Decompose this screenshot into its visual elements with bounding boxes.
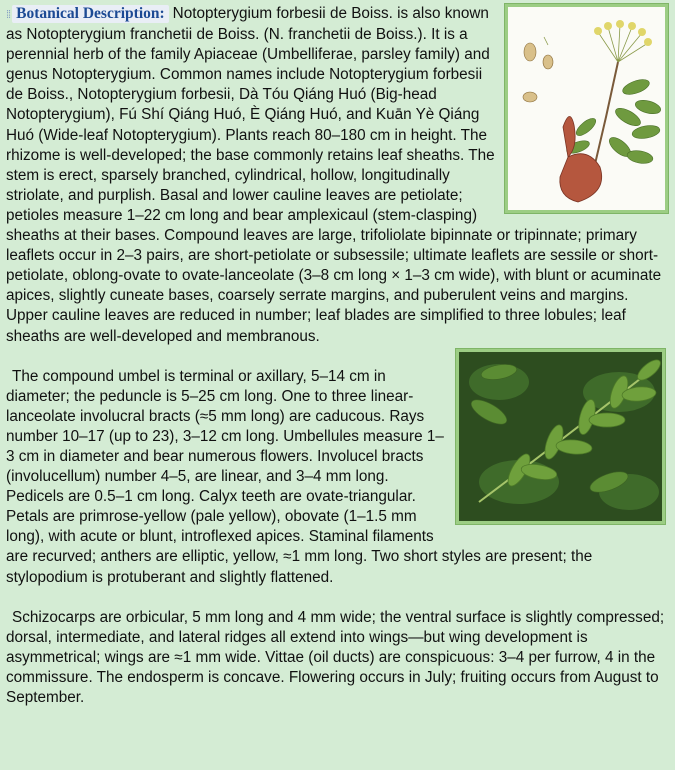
section-heading — [6, 4, 169, 25]
botanical-illustration-image — [505, 4, 668, 213]
heading-label: Botanical Description: — [12, 5, 169, 23]
paragraph-3-text: Schizocarps are orbicular, 5 mm long and 4 mm wide; the ventral surface is slightly compressed; dorsal, intermediate, and lateral ridges all extend into wings—but wing development is asymmetrical; wings are ≈1 mm wide. Vittae (oil ducts) are conspicuous: 3–4 per furrow, 4 in the commissure. The endosperm is concave. Flowering occurs in July; fruiting occurs from August to September. — [6, 608, 665, 706]
botanical-illustration-icon — [508, 7, 665, 210]
paragraph-3 — [6, 608, 669, 708]
leaf-photo-icon — [459, 352, 662, 521]
paragraph-1-text: Notopterygium forbesii de Boiss. is also known as Notopterygium franchetii de Boiss. (N. franchetii de Boiss.). It is a perennial herb of the family Apiaceae (Umbelliferae, parsley family) and genus Notopterygium. Common names include Notopterygium forbesii de Boiss., Notopterygium forbesii, Dà Tóu Qiáng Huó (Big-head Notopterygium), Fú Shí Qiáng Huó, È Qiáng Huó, and Kuān Yè Qiáng Huó (Wide-leaf Notopterygium). Plants reach 80–180 cm in height. The rhizome is well-developed; the base commonly retains leaf sheaths. The stem is erect, sparsely branched, cylindrical, hollow, longitudinally striolate, and purplish. Basal and lower cauline leaves are petiolate; petioles measure 1–22 cm long and bear amplexicaul (stem-clasping) sheaths at their bases. Compound leaves are large, trifoliolate bipinnate or tripinnate; primary leaflets occur in 2–3 pairs, are short-petiolate or subsessile; ultimate leaflets are sessile or short-petiolate, oblong-ovate to ovate-lanceolate (3–8 cm long × 1–3 cm wide), with blunt or acuminate apices, slightly cuneate bases, coarsely serrate margins, and puberulent veins and margins. Upper cauline leaves are reduced in number; leaf blades are simplified to three lobules; leaf sheaths are well-developed and membranous. — [6, 5, 662, 345]
paragraph-2-text: The compound umbel is terminal or axillary, 5–14 cm in diameter; the peduncle is 5–25 cm long. One to three linear-lanceolate involucral bracts (≈5 mm long) are caducous. Rays number 10–17 (up to 23), 3–12 cm long. Umbellules measure 1–3 cm in diameter and bear numerous flowers. Involucel bracts (involucellum) number 4–5, are linear, and 3–4 mm long. Pedicels are 0.5–1 cm long. Calyx teeth are ovate-triangular. Petals are primrose-yellow (pale yellow), obovate (1–1.5 mm long), with acute or blunt, introflexed apices. Staminal filaments are recurved; anthers are elliptic, yellow, ≈1 mm long. Two short styles are present; the stylopodium is protuberant and slightly flattened. — [6, 367, 593, 586]
bullet-icon: ⁞⁞ — [6, 9, 11, 21]
leaf-photo-image — [456, 349, 665, 524]
